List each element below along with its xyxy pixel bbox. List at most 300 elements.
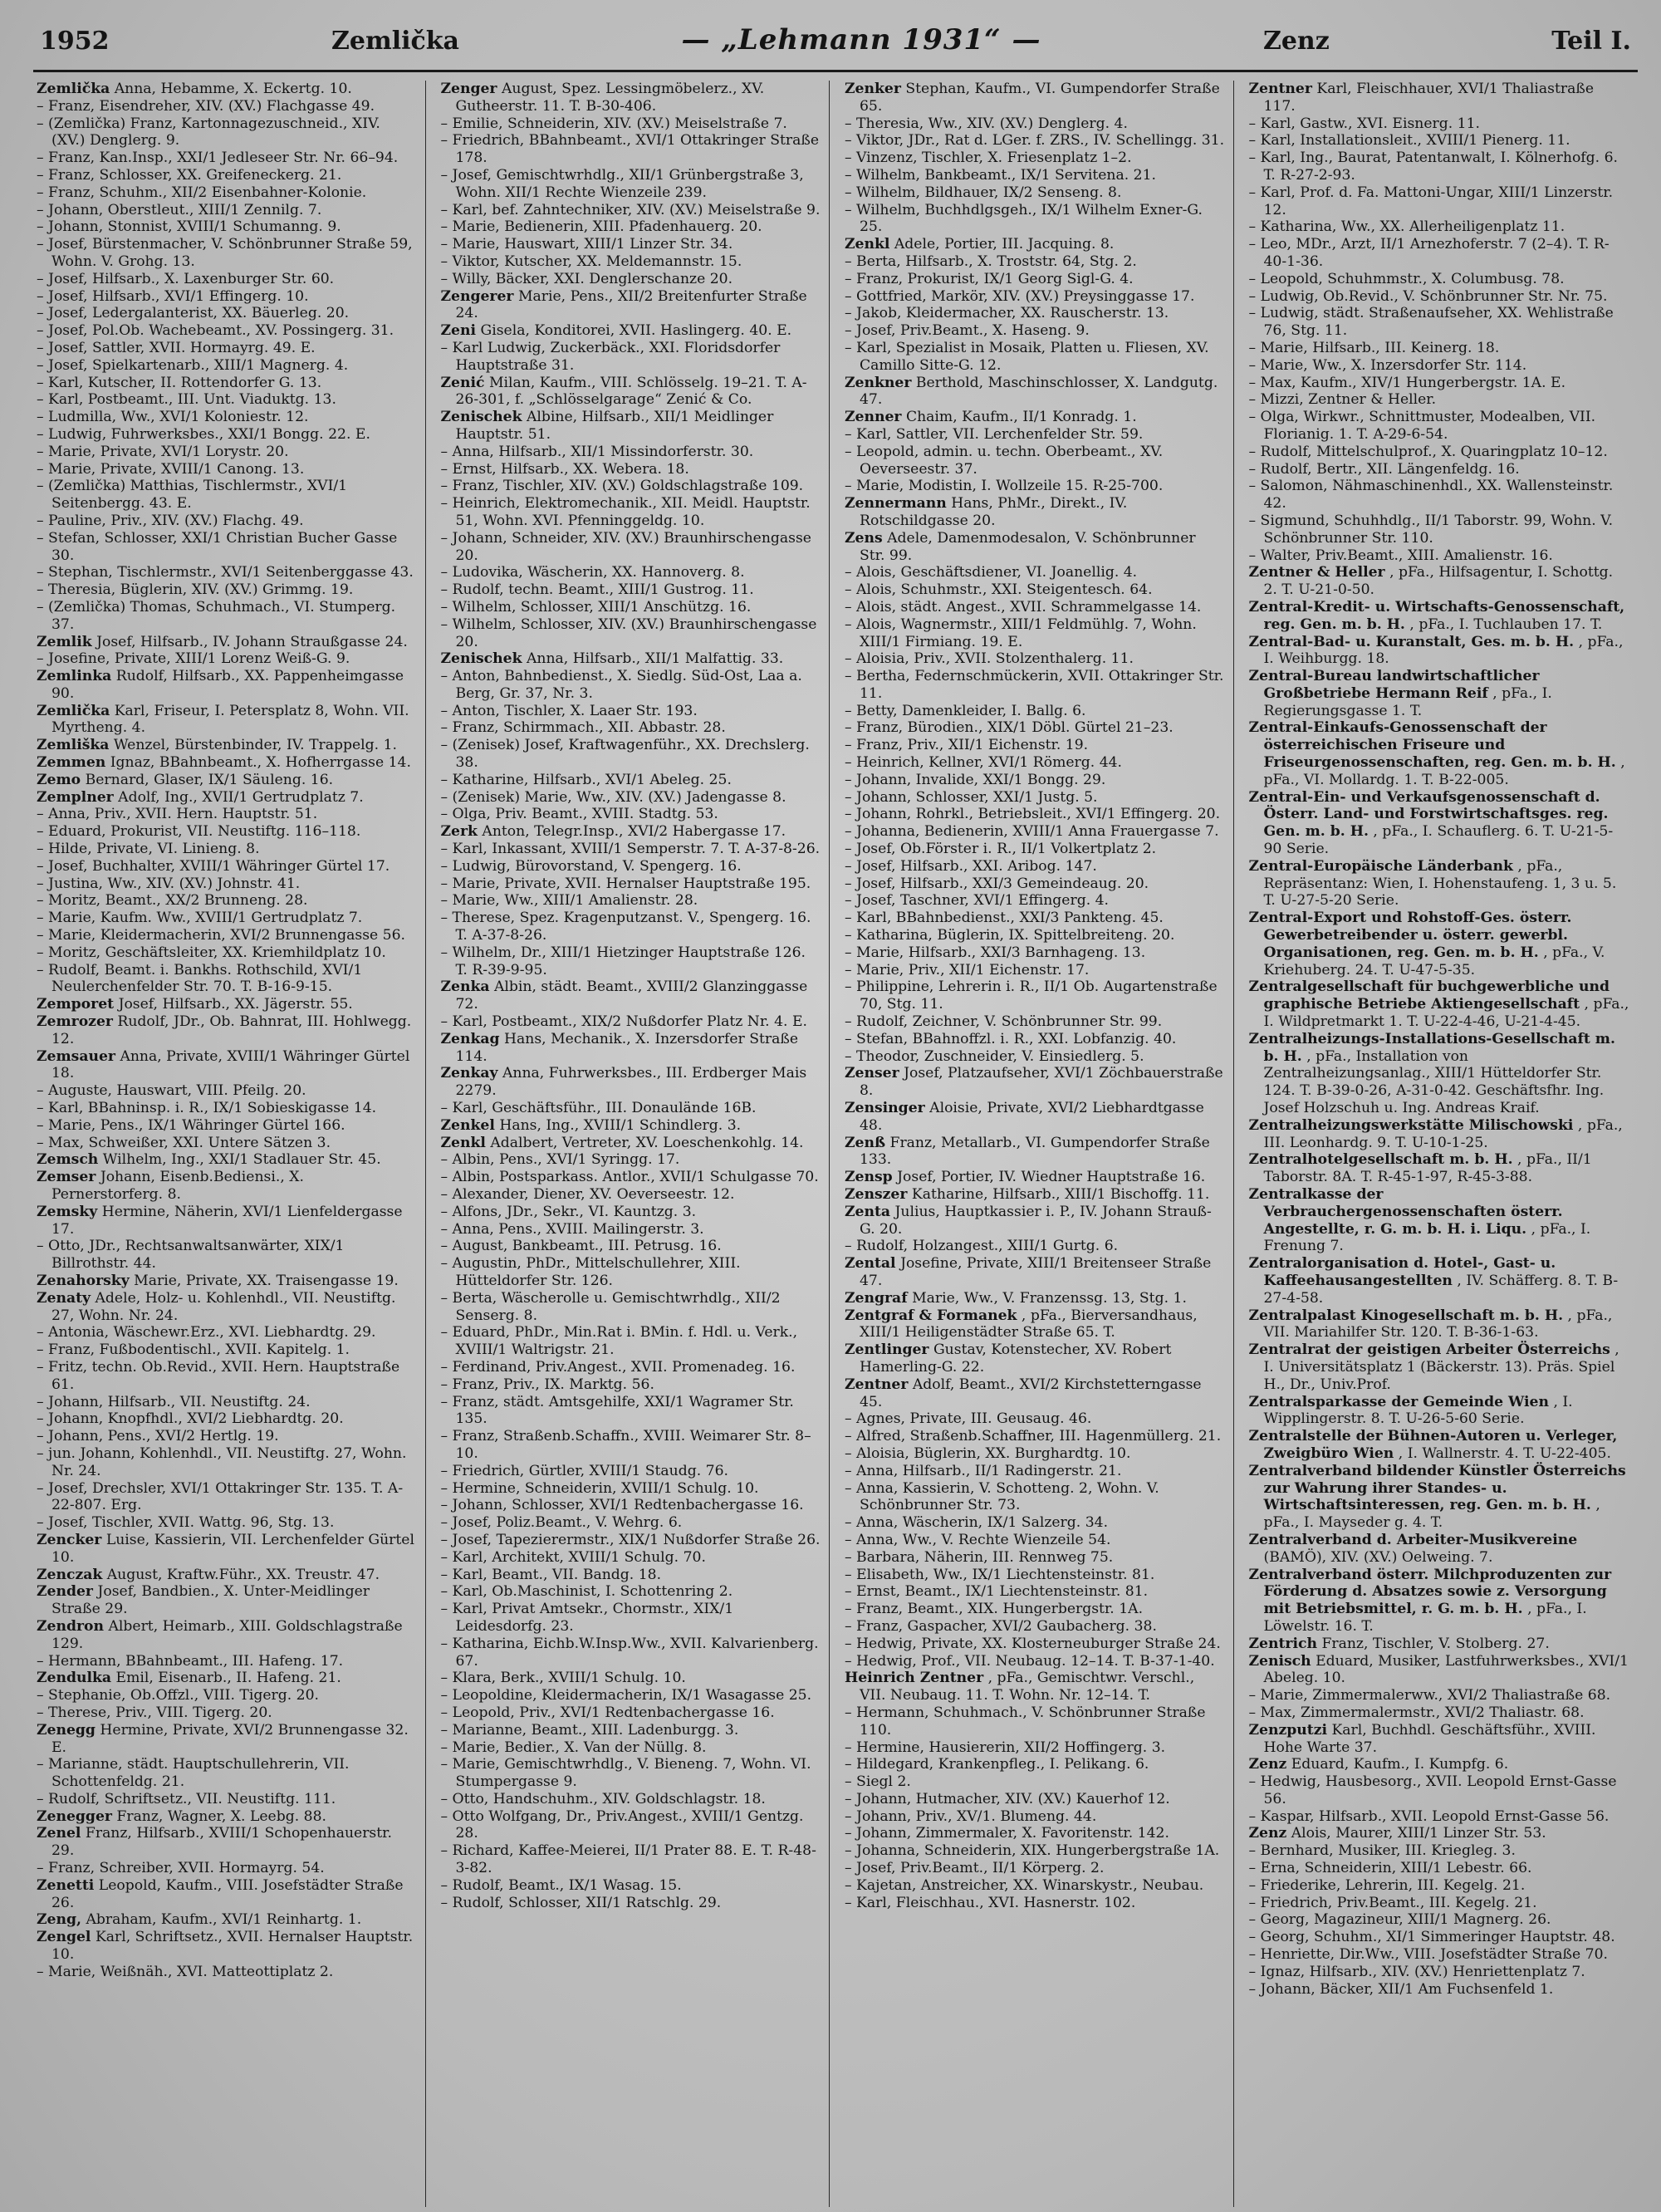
directory-entry <box>845 1618 1225 1636</box>
entry-text: Karl, Fleischhauer, XVI/1 Thaliastraße 117. <box>1263 81 1595 115</box>
directory-entry <box>1249 1031 1630 1117</box>
entry-surname: Zenkag <box>440 1030 500 1047</box>
entry-text: Berthold, Maschinschlosser, X. Landgutg. 47. <box>860 374 1218 409</box>
entry-text: , pFa., I. Löwelstr. 16. T. <box>1263 1601 1587 1635</box>
directory-entry <box>1249 391 1630 409</box>
entry-surname: Zenner <box>845 409 902 426</box>
directory-entry <box>441 1463 821 1480</box>
entry-text: – Josef, Taschner, XVI/1 Effingerg. 4. <box>845 892 1110 910</box>
entry-surname: Zemliška <box>37 737 110 754</box>
directory-entry <box>845 375 1225 410</box>
directory-entry <box>37 910 417 927</box>
entry-text: , pFa., I. Weihburgg. 18. <box>1263 633 1624 668</box>
entry-text: , pFa., I. Wildpretmarkt 1. T. U-22-4-46, U-21-4-45. <box>1263 996 1629 1031</box>
entry-text: – Hedwig, Hausbesorg., XVII. Leopold Ernst-Gasse 56. <box>1248 1773 1617 1807</box>
entry-surname: Zenisch <box>1248 1652 1311 1670</box>
entry-surname: Zenszer <box>845 1186 908 1203</box>
directory-entry <box>845 1601 1225 1618</box>
entry-text: Franz, Tischler, V. Stolberg. 27. <box>1321 1635 1550 1652</box>
directory-entry <box>845 823 1225 841</box>
entry-surname: Zentral-Kredit- u. Wirtschafts-Genossenschaft, reg. Gen. m. b. H. <box>1248 598 1625 633</box>
directory-entry <box>1249 1756 1630 1773</box>
entry-text: – Katharina, Büglerin, IX. Spittelbreiteng. 20. <box>845 927 1175 944</box>
entry-surname: Zentgraf & Formanek <box>845 1307 1017 1324</box>
directory-entry <box>441 288 821 323</box>
entry-text: – Antonia, Wäschewr.Erz., XVI. Liebhardtg. 29. <box>37 1324 376 1341</box>
entry-surname: Zenka <box>440 978 490 996</box>
entry-text: Adolf, Beamt., XVI/2 Kirchstetterngasse 45. <box>860 1376 1202 1410</box>
directory-entry <box>37 892 417 910</box>
entry-surname: Zenetti <box>37 1876 95 1894</box>
directory-entry <box>37 1151 417 1169</box>
directory-entry <box>1249 513 1630 547</box>
directory-entry <box>845 1842 1225 1860</box>
directory-entry <box>441 1169 821 1186</box>
directory-entry <box>1249 1428 1630 1463</box>
directory-entry <box>441 910 821 944</box>
entry-text: – Karl, Kutscher, II. Rottendorfer G. 13. <box>37 374 322 391</box>
entry-text: – Josef, Hilfsarb., XXI. Aribog. 147. <box>845 857 1097 875</box>
entry-text: Anna, Private, XVIII/1 Währinger Gürtel 18. <box>51 1047 410 1082</box>
entry-text: – Leopold, admin. u. techn. Oberbeamt., XV. Oeverseestr. 37. <box>845 443 1164 478</box>
directory-entry <box>441 1704 821 1722</box>
entry-text: – Johanna, Schneiderin, XIX. Hungerbergstraße 1A. <box>845 1842 1220 1860</box>
entry-text: , pFa., Installation von Zentralheizungsanlag., XIII/1 Hütteldorfer Str. 124. T. B-39-0-26, A-31-0-42. Geschäftsfhr. Ing. Josef Holzschuh u. Ing. Andreas Kraif. <box>1263 1047 1605 1117</box>
entry-surname: Zentralkasse der Verbrauchergenossenschaften österr. Angestellte, r. G. m. b. H. i. Liqu. <box>1248 1186 1563 1238</box>
directory-entry <box>845 1186 1225 1204</box>
entry-text: – Josef, Hilfsarb., X. Laxenburger Str. 60. <box>37 270 335 287</box>
directory-entry <box>845 581 1225 599</box>
directory-entry <box>1249 1394 1630 1429</box>
entry-text: Albin, städt. Beamt., XVIII/2 Glanzinggasse 72. <box>455 978 808 1013</box>
entry-text: – Marie, Weißnäh., XVI. Matteottiplatz 2. <box>37 1963 334 1980</box>
entry-text: – Marie, Pens., IX/1 Währinger Gürtel 166. <box>37 1116 345 1134</box>
entry-text: – Richard, Kaffee-Meierei, II/1 Prater 88. E. T. R-48-3-82. <box>440 1842 816 1877</box>
entry-text: – Friedrich, Priv.Beamt., III. Kegelg. 21. <box>1248 1894 1537 1911</box>
entry-text: – Otto, Handschuhm., XIV. Goldschlagstr. 18. <box>440 1790 766 1807</box>
directory-entry <box>1249 288 1630 306</box>
directory-entry <box>37 1410 417 1428</box>
directory-entry <box>37 1532 417 1567</box>
entry-text: Leopold, Kaufm., VIII. Josefstädter Straße 26. <box>51 1876 404 1911</box>
directory-entry <box>441 167 821 202</box>
entry-surname: Zemsauer <box>37 1047 115 1065</box>
directory-entry <box>1249 1653 1630 1688</box>
directory-entry <box>441 202 821 219</box>
entry-surname: Zemsch <box>37 1151 99 1169</box>
entry-text: – Franz, Schlosser, XX. Greifeneckerg. 21. <box>37 166 342 184</box>
entry-text: – Josef, Ob.Förster i. R., II/1 Volkertplatz 2. <box>845 841 1157 858</box>
entry-text: – Marianne, Beamt., XIII. Ladenburgg. 3. <box>440 1721 739 1739</box>
entry-text: – Aloisia, Büglerin, XX. Burghardtg. 10. <box>845 1444 1131 1462</box>
entry-text: , pFa., Hilfsagentur, I. Schottg. 2. T. U-21-0-50. <box>1263 564 1614 599</box>
directory-entry <box>1249 150 1630 184</box>
directory-entry <box>1249 910 1630 978</box>
directory-entry <box>1249 478 1630 513</box>
entry-text: – Rudolf, Holzangest., XIII/1 Gurtg. 6. <box>845 1238 1119 1255</box>
directory-entry <box>37 772 417 789</box>
entry-surname: Zentrich <box>1248 1635 1317 1652</box>
directory-entry <box>37 1860 417 1877</box>
entry-text: – Wilhelm, Bildhauer, IX/2 Senseng. 8. <box>845 184 1122 201</box>
entry-text: , pFa., I. Frenung 7. <box>1263 1220 1591 1255</box>
directory-entry <box>37 530 417 565</box>
directory-entry <box>845 1791 1225 1808</box>
directory-entry <box>37 513 417 530</box>
directory-entry <box>845 1583 1225 1601</box>
entry-text: Milan, Kaufm., VIII. Schlösselg. 19–21. T. A-26-301, f. „Schlösselgarage“ Zenić & Co. <box>455 374 807 409</box>
entry-surname: Zenker <box>845 81 901 97</box>
entry-text: – Ludmilla, Ww., XVI/1 Koloniestr. 12. <box>37 409 309 426</box>
directory-entry <box>1249 599 1630 634</box>
directory-entry <box>37 409 417 426</box>
directory-entry <box>845 444 1225 478</box>
directory-entry <box>441 1756 821 1791</box>
directory-entry <box>37 478 417 513</box>
entry-surname: Zenischek <box>440 650 522 668</box>
directory-entry <box>845 409 1225 426</box>
entry-text: – Mizzi, Zentner & Heller. <box>1248 391 1437 409</box>
entry-surname: Zendron <box>37 1617 105 1635</box>
entry-text: Eduard, Kaufm., I. Kumpfg. 6. <box>1291 1756 1509 1773</box>
entry-text: – Georg, Schuhm., XI/1 Simmeringer Hauptstr. 48. <box>1248 1929 1615 1946</box>
entry-text: – (Zenisek) Marie, Ww., XIV. (XV.) Jadengasse 8. <box>440 788 786 806</box>
entry-text: – Franz, Priv., XII/1 Eichenstr. 19. <box>845 737 1089 754</box>
entry-text: – Karl, Beamt., VII. Bandg. 18. <box>440 1566 662 1583</box>
entry-surname: Zentralheizungs-Installations-Gesellschaft m. b. H. <box>1248 1030 1615 1065</box>
entry-surname: Zenić <box>440 374 485 391</box>
directory-entry <box>845 978 1225 1013</box>
directory-entry <box>845 1463 1225 1480</box>
entry-surname: Zenegg <box>37 1721 96 1739</box>
directory-entry <box>37 944 417 962</box>
entry-text: – Johann, Hilfsarb., VII. Neustiftg. 24. <box>37 1393 311 1410</box>
directory-entry <box>1249 1463 1630 1532</box>
entry-text: – Rudolf, Zeichner, V. Schönbrunner Str. 99. <box>845 1013 1163 1031</box>
entry-text: August, Kraftw.Führ., XX. Treustr. 47. <box>106 1566 380 1583</box>
directory-entry <box>441 1135 821 1152</box>
entry-text: – Franz, Prokurist, IX/1 Georg Sigl-G. 4. <box>845 270 1134 287</box>
directory-entry <box>441 789 821 807</box>
directory-entry <box>37 391 417 409</box>
directory-entry <box>37 1583 417 1618</box>
entry-surname: Zenczak <box>37 1566 103 1583</box>
directory-entry <box>441 409 821 444</box>
entry-text: – Johann, Pens., XVI/2 Hertlg. 19. <box>37 1428 279 1445</box>
directory-entry <box>845 754 1225 772</box>
directory-entry <box>37 1290 417 1325</box>
entry-surname: Heinrich Zentner <box>845 1670 984 1687</box>
entry-text: – Karl, Postbeamt., XIX/2 Nußdorfer Platz Nr. 4. E. <box>440 1013 807 1031</box>
entry-surname: Zennermann <box>845 495 947 513</box>
directory-entry <box>37 703 417 738</box>
entry-text: – Max, Kaufm., XIV/1 Hungerbergstr. 1A. E. <box>1248 374 1566 391</box>
entry-text: – Johann, Schneider, XIV. (XV.) Braunhirschengasse 20. <box>440 529 811 564</box>
entry-surname: Zengraf <box>845 1289 908 1307</box>
directory-entry <box>441 340 821 375</box>
entry-surname: Zentralverband österr. Milchproduzenten zur Förderung d. Absatzes sowie z. Versorgung mit Betriebsmittel, r. G. m. b. H. <box>1248 1566 1612 1618</box>
directory-entry <box>1249 1981 1630 1999</box>
directory-entry <box>37 1567 417 1584</box>
directory-entry <box>441 1359 821 1376</box>
directory-entry <box>845 340 1225 375</box>
entry-text: – Sigmund, Schuhhdlg., II/1 Taborstr. 99, Wohn. V. Schönbrunner Str. 110. <box>1248 512 1614 547</box>
directory-entry <box>845 962 1225 979</box>
entry-text: – Bernhard, Musiker, III. Kriegleg. 3. <box>1248 1842 1516 1860</box>
directory-entry <box>845 253 1225 271</box>
entry-surname: Zentralsparkasse der Gemeinde Wien <box>1248 1393 1549 1410</box>
entry-text: – Anton, Bahnbedienst., X. Siedlg. Süd-Ost, Laa a. Berg, Gr. 37, Nr. 3. <box>440 668 802 702</box>
entry-text: – Ludovika, Wäscherin, XX. Hannoverg. 8. <box>440 564 745 581</box>
directory-entry <box>37 1514 417 1532</box>
entry-surname: Zenz <box>1248 1825 1287 1842</box>
directory-entry <box>37 288 417 306</box>
directory-entry <box>845 737 1225 754</box>
directory-entry <box>845 1808 1225 1826</box>
directory-entry <box>37 150 417 167</box>
directory-entry <box>441 892 821 910</box>
entry-text: – Ludwig, städt. Straßenaufseher, XX. Wehlistraße 76, Stg. 11. <box>1248 305 1614 340</box>
directory-entry <box>441 444 821 461</box>
directory-entry <box>37 1722 417 1757</box>
directory-entry <box>441 1376 821 1394</box>
directory-entry <box>37 1238 417 1273</box>
entry-text: – Betty, Damenkleider, I. Ballg. 6. <box>845 702 1086 719</box>
entry-surname: Zentner <box>1248 81 1312 97</box>
entry-text: Adele, Holz- u. Kohlenhdl., VII. Neustiftg. 27, Wohn. Nr. 24. <box>51 1289 396 1324</box>
directory-entry <box>441 1532 821 1549</box>
entry-surname: Zenger <box>440 81 497 97</box>
entry-text: – Franz, Schreiber, XVII. Hormayrg. 54. <box>37 1860 325 1877</box>
entry-surname: Zental <box>845 1255 896 1273</box>
directory-entry <box>37 1480 417 1515</box>
directory-entry <box>441 1394 821 1429</box>
directory-entry <box>845 81 1225 115</box>
directory-entry <box>441 1065 821 1100</box>
entry-surname: Zengel <box>37 1929 91 1946</box>
entry-text: – Pauline, Priv., XIV. (XV.) Flachg. 49. <box>37 512 304 529</box>
directory-entry <box>37 340 417 357</box>
directory-entry <box>441 1238 821 1255</box>
directory-entry <box>845 1773 1225 1791</box>
entry-surname: Zenkay <box>440 1065 498 1082</box>
entry-text: , pFa., III. Leonhardg. 9. T. U-10-1-25. <box>1263 1116 1623 1151</box>
directory-entry <box>37 202 417 219</box>
entry-text: (BAMÖ), XIV. (XV.) Oelweing. 7. <box>1263 1548 1493 1566</box>
entry-text: Anna, Hebamme, X. Eckertg. 10. <box>114 81 352 97</box>
entry-text: – Augustin, PhDr., Mittelschullehrer, XIII. Hütteldorfer Str. 126. <box>440 1255 741 1289</box>
directory-entry <box>441 823 821 841</box>
entry-text: – Karl, Spezialist in Mosaik, Platten u. Fliesen, XV. Camillo Sitte-G. 12. <box>845 339 1209 374</box>
entry-text: – Karl, Geschäftsführ., III. Donaulände 16B. <box>440 1100 757 1117</box>
entry-surname: Zentralverband d. Arbeiter-Musikvereine <box>1248 1531 1578 1548</box>
directory-entry <box>441 1877 821 1895</box>
directory-entry <box>441 322 821 340</box>
entry-text: Marie, Ww., V. Franzenssg. 13, Stg. 1. <box>912 1289 1187 1307</box>
entry-text: – Theodor, Zuschneider, V. Einsiedlerg. 5. <box>845 1047 1144 1065</box>
directory-entry <box>845 1825 1225 1842</box>
directory-entry <box>845 910 1225 927</box>
header-left-word: Zemlička <box>331 27 459 56</box>
entry-text: – Stefan, BBahnoffzl. i. R., XXI. Lobfanzig. 40. <box>845 1030 1177 1047</box>
entry-text: – Franz, Beamt., XIX. Hungerbergstr. 1A. <box>845 1601 1144 1618</box>
directory-entry <box>845 650 1225 668</box>
entry-text: – Johanna, Bedienerin, XVIII/1 Anna Frauergasse 7. <box>845 823 1219 841</box>
entry-text: – Jakob, Kleidermacher, XX. Rauscherstr. 13. <box>845 305 1169 322</box>
entry-text: – Hermine, Schneiderin, XVIII/1 Schulg. 10. <box>440 1479 759 1497</box>
directory-entry <box>37 271 417 288</box>
directory-entry <box>37 927 417 944</box>
directory-entry <box>1249 1687 1630 1704</box>
entry-text: – Marianne, städt. Hauptschullehrerin, VII. Schottenfeldg. 21. <box>37 1756 350 1791</box>
entry-text: – Leopoldine, Kleidermacherin, IX/1 Wasagasse 25. <box>440 1687 812 1704</box>
directory-entry <box>845 305 1225 322</box>
directory-entry <box>37 599 417 634</box>
entry-text: – Marie, Hilfsarb., III. Keinerg. 18. <box>1248 339 1500 356</box>
entry-text: – Friedrich, Gürtler, XVIII/1 Staudg. 76. <box>440 1462 729 1479</box>
entry-text: – Josef, Gemischtwrhdlg., XII/1 Grünbergstraße 3, Wohn. XII/1 Rechte Wienzeile 239. <box>440 166 804 201</box>
entry-text: – Marie, Kleidermacherin, XVI/2 Brunnengasse 56. <box>37 927 406 944</box>
entry-text: – Josef, Drechsler, XVI/1 Ottakringer Str. 135. T. A-22-807. Erg. <box>37 1479 404 1514</box>
directory-entry <box>845 202 1225 237</box>
entry-text: Adalbert, Vertreter, XV. Loeschenkohlg. 14. <box>490 1134 804 1151</box>
directory-entry <box>845 1013 1225 1031</box>
entry-text: – Karl, Postbeamt., III. Unt. Viaduktg. 13. <box>37 391 336 409</box>
entry-text: – Josef, Tapezierermstr., XIX/1 Nußdorfer Straße 26. <box>440 1531 821 1548</box>
entry-text: – Anna, Kassierin, V. Schotteng. 2, Wohn. V. Schönbrunner Str. 73. <box>845 1479 1159 1514</box>
entry-text: – Justina, Ww., XIV. (XV.) Johnstr. 41. <box>37 875 301 892</box>
directory-entry <box>441 218 821 236</box>
entry-surname: Zerk <box>440 823 478 841</box>
directory-entry <box>441 978 821 1013</box>
entry-text: Anna, Hilfsarb., XII/1 Malfattig. 33. <box>526 650 784 668</box>
entry-text: Chaim, Kaufm., II/1 Konradg. 1. <box>905 409 1137 426</box>
entry-text: – Ludwig, Bürovorstand, V. Spengerg. 16. <box>440 857 742 875</box>
directory-entry <box>37 1618 417 1653</box>
directory-entry <box>441 1100 821 1117</box>
entry-text: – Marie, Private, XVI/1 Lorystr. 20. <box>37 443 289 460</box>
entry-columns <box>33 72 1638 2207</box>
entry-text: – Katharina, Ww., XX. Allerheiligenplatz 11. <box>1248 218 1565 236</box>
entry-text: Adele, Damenmodesalon, V. Schönbrunner Str. 99. <box>860 529 1196 564</box>
entry-text: , pFa., I. Schauflerg. 6. T. U-21-5-90 Serie. <box>1263 823 1614 858</box>
directory-entry <box>37 184 417 202</box>
entry-text: Aloisie, Private, XVI/2 Liebhardtgasse 48. <box>860 1100 1204 1134</box>
directory-entry <box>441 1514 821 1532</box>
entry-surname: Zender <box>37 1583 93 1601</box>
directory-entry <box>441 1117 821 1135</box>
entry-text: – Hedwig, Private, XX. Klosterneuburger Straße 24. <box>845 1635 1221 1652</box>
entry-text: – Alois, städt. Angest., XVII. Schrammelgasse 14. <box>845 598 1202 616</box>
entry-text: – Josef, Ledergalanterist, XX. Bäuerleg. 20. <box>37 305 350 322</box>
entry-text: – Eduard, Prokurist, VII. Neustiftg. 116–118. <box>37 823 361 841</box>
entry-text: – Philippine, Lehrerin i. R., II/1 Ob. Augartenstraße 70, Stg. 11. <box>845 978 1218 1013</box>
entry-text: – Karl, Privat Amtsekr., Chormstr., XIX/1 Leidesdorfg. 23. <box>440 1601 734 1635</box>
entry-text: – Theresia, Büglerin, XIV. (XV.) Grimmg. 19. <box>37 581 354 599</box>
directory-entry <box>845 1549 1225 1567</box>
directory-entry <box>845 1704 1225 1739</box>
directory-entry <box>1249 444 1630 461</box>
entry-text: , pFa., VII. Mariahilfer Str. 120. T. B-36-1-63. <box>1263 1307 1613 1341</box>
entry-text: – Franz, Kan.Insp., XXI/1 Jedleseer Str. Nr. 66–94. <box>37 150 399 167</box>
directory-entry <box>845 1428 1225 1445</box>
directory-entry <box>845 1532 1225 1549</box>
directory-entry <box>845 927 1225 944</box>
entry-text: – Georg, Magazineur, XIII/1 Magnerg. 26. <box>1248 1911 1551 1929</box>
entry-text: – Katharine, Hilfsarb., XVI/1 Abeleg. 25. <box>440 771 732 788</box>
directory-entry <box>845 1877 1225 1895</box>
entry-surname: Zendulka <box>37 1670 112 1687</box>
entry-text: Josefine, Private, XIII/1 Breitenseer Straße 47. <box>860 1255 1212 1289</box>
directory-entry <box>37 357 417 375</box>
entry-text: Bernard, Glaser, IX/1 Säuleng. 16. <box>85 771 334 788</box>
directory-entry <box>37 1359 417 1394</box>
directory-entry <box>845 1238 1225 1255</box>
entry-text: – Albin, Postsparkass. Antlor., XVII/1 Schulgasse 70. <box>440 1169 819 1186</box>
entry-surname: Zenegger <box>37 1807 112 1825</box>
directory-entry <box>1249 1722 1630 1757</box>
entry-surname: Zemo <box>37 771 81 788</box>
entry-text: – Stephan, Tischlermstr., XVI/1 Seitenberggasse 43. <box>37 564 414 581</box>
entry-surname: Zemplner <box>37 788 114 806</box>
directory-entry <box>441 1204 821 1221</box>
entry-text: – Stefan, Schlosser, XXI/1 Christian Bucher Gasse 30. <box>37 529 398 564</box>
entry-text: – Karl, Gastw., XVI. Eisnerg. 11. <box>1248 115 1480 132</box>
directory-entry <box>845 1514 1225 1532</box>
entry-text: – Marie, Private, XVII. Hernalser Hauptstraße 195. <box>440 875 811 892</box>
entry-surname: Zencker <box>37 1531 102 1548</box>
directory-entry <box>37 1791 417 1808</box>
entry-text: Karl, Schriftsetz., XVII. Hernalser Hauptstr. 10. <box>51 1929 414 1964</box>
directory-entry <box>1249 1911 1630 1929</box>
directory-entry <box>441 581 821 599</box>
directory-entry <box>441 875 821 893</box>
directory-entry <box>1249 1567 1630 1636</box>
entry-text: – (Zenisek) Josef, Kraftwagenführ., XX. Drechslerg. 38. <box>440 737 810 772</box>
entry-surname: Zemlička <box>37 702 110 719</box>
entry-text: – Karl, Ob.Maschinist, I. Schottenring 2. <box>440 1583 733 1601</box>
directory-entry <box>37 1135 417 1152</box>
entry-text: – Rudolf, techn. Beamt., XIII/1 Gustrog. 11. <box>440 581 754 599</box>
entry-text: Emil, Eisenarb., II. Hafeng. 21. <box>115 1670 341 1687</box>
entry-text: – Karl, Architekt, XVIII/1 Schulg. 70. <box>440 1548 706 1566</box>
directory-entry <box>845 892 1225 910</box>
entry-text: – Anton, Tischler, X. Laaer Str. 193. <box>440 702 698 719</box>
entry-text: – Marie, Bedier., X. Van der Nüllg. 8. <box>440 1739 707 1756</box>
directory-entry <box>845 530 1225 565</box>
directory-entry <box>441 1895 821 1912</box>
directory-entry <box>845 167 1225 184</box>
entry-text: – Franz, Gaspacher, XVI/2 Gaubacherg. 38. <box>845 1617 1157 1635</box>
entry-text: Luise, Kassierin, VII. Lerchenfelder Gürtel 10. <box>51 1531 414 1566</box>
entry-text: – Heinrich, Elektromechanik., XII. Meidl. Hauptstr. 51, Wohn. XVI. Pfenninggeldg. 10. <box>440 495 811 529</box>
entry-text: , I. Wipplingerstr. 8. T. U-26-5-60 Serie. <box>1263 1393 1573 1428</box>
directory-entry <box>441 375 821 410</box>
directory-entry <box>1249 1255 1630 1307</box>
entry-text: – Siegl 2. <box>845 1773 911 1791</box>
directory-entry <box>441 719 821 737</box>
entry-text: Albert, Heimarb., XIII. Goldschlagstraße 129. <box>51 1617 403 1652</box>
entry-text: – Kaspar, Hilfsarb., XVII. Leopold Ernst-Gasse 56. <box>1248 1807 1610 1825</box>
directory-entry <box>441 703 821 720</box>
entry-text: – (Zemlička) Franz, Kartonnagezuschneid., XIV. (XV.) Denglerg. 9. <box>37 115 380 150</box>
entry-text: – Ernst, Hilfsarb., XX. Webera. 18. <box>440 460 689 478</box>
entry-surname: Zensinger <box>845 1100 925 1117</box>
directory-entry <box>37 962 417 997</box>
directory-entry <box>845 1048 1225 1066</box>
entry-surname: Zemrozer <box>37 1013 113 1031</box>
entry-text: – (Zemlička) Thomas, Schuhmach., VI. Stumperg. 37. <box>37 598 396 633</box>
